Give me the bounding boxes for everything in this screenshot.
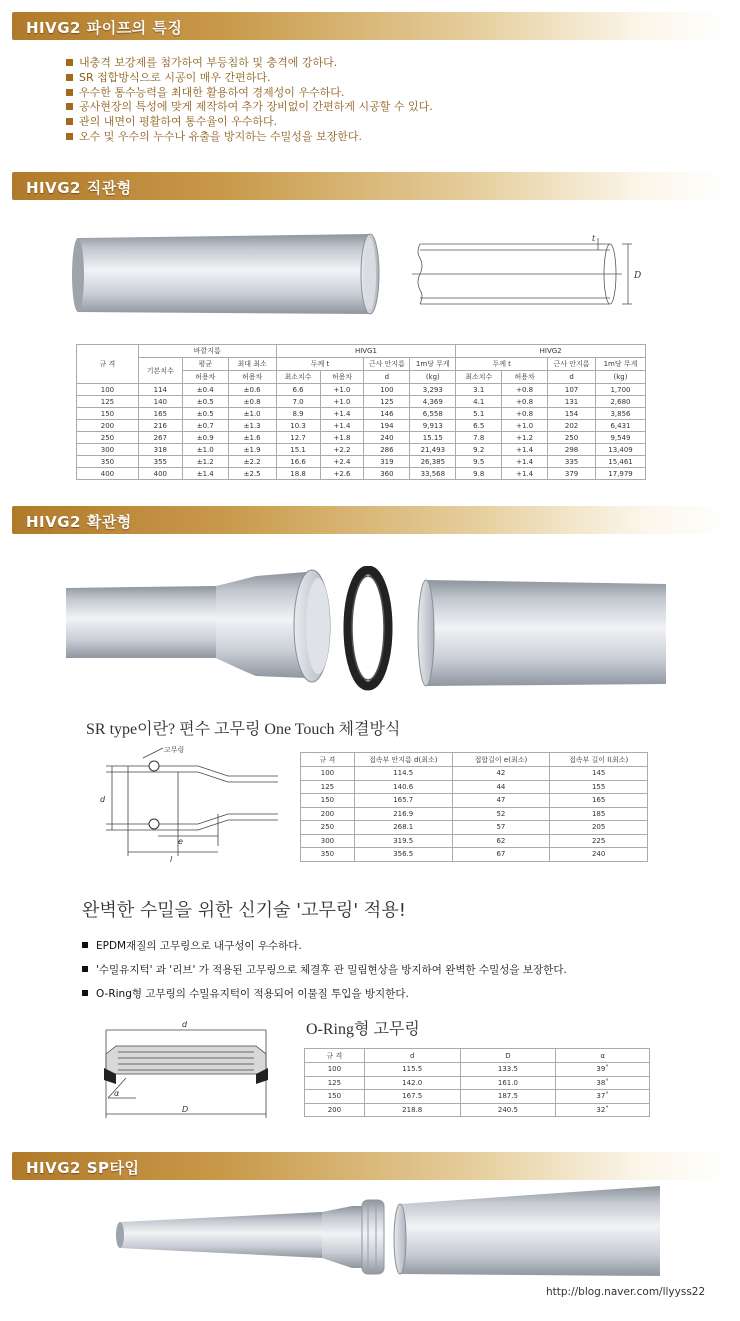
table-cell: 114 <box>138 384 182 396</box>
table-row <box>77 444 646 456</box>
table-row <box>305 1063 650 1077</box>
oring-table-body <box>305 1063 650 1117</box>
feature-item: 우수한 통수능력을 최대한 활용하여 경제성이 우수하다. <box>66 86 433 101</box>
table-row <box>301 848 648 862</box>
table-cell: +0.8 <box>502 408 548 420</box>
table-cell: 6,558 <box>410 408 456 420</box>
table-cell: 200 <box>77 420 139 432</box>
table-cell: 319.5 <box>354 834 452 848</box>
col-hivg2: HIVG2 <box>456 345 646 358</box>
table-cell: 360 <box>364 468 410 480</box>
table-cell: 216 <box>138 420 182 432</box>
rubber-item: EPDM재질의 고무링으로 내구성이 우수하다. <box>82 934 567 958</box>
col-tol1: 허용차 <box>320 371 364 384</box>
table-cell: 3,856 <box>596 408 646 420</box>
table-cell: 355 <box>138 456 182 468</box>
table-cell: 9.5 <box>456 456 502 468</box>
table-cell: 42 <box>452 767 550 781</box>
bell-pipe-image <box>66 566 676 696</box>
table-cell: ±0.4 <box>182 384 228 396</box>
table-cell: 10.3 <box>276 420 320 432</box>
oring-table <box>304 1048 650 1117</box>
sr-l-label: l <box>170 855 173 864</box>
col-tol2: 허용차 <box>502 371 548 384</box>
table-cell: 15.1 <box>276 444 320 456</box>
table-row <box>301 807 648 821</box>
oring-col-d: d <box>364 1049 460 1063</box>
table-cell: 350 <box>77 456 139 468</box>
table-cell: 400 <box>77 468 139 480</box>
table-cell: 16.6 <box>276 456 320 468</box>
table-cell: 167.5 <box>364 1090 460 1104</box>
table-cell: 400 <box>138 468 182 480</box>
table-cell: 32˚ <box>556 1103 650 1117</box>
table-cell: +2.4 <box>320 456 364 468</box>
col-avg: 평균 <box>182 358 228 371</box>
table-cell: 250 <box>548 432 596 444</box>
col-maxmin-tol: 허용차 <box>228 371 276 384</box>
table-cell: 200 <box>301 807 355 821</box>
table-row <box>305 1090 650 1104</box>
sr-col-d: 접속부 안지름 d(최소) <box>354 753 452 767</box>
table-cell: 7.8 <box>456 432 502 444</box>
table-cell: 9,549 <box>596 432 646 444</box>
table-cell: 6,431 <box>596 420 646 432</box>
sr-table-body <box>301 767 648 862</box>
col-hivg1: HIVG1 <box>276 345 456 358</box>
col-min1: 최소치수 <box>276 371 320 384</box>
table-cell: +1.0 <box>320 396 364 408</box>
col-approx1: 근사 안지름 <box>364 358 410 371</box>
table-row <box>301 834 648 848</box>
table-cell: ±0.8 <box>228 396 276 408</box>
straight-banner <box>12 172 728 200</box>
D-label: D <box>634 271 642 281</box>
table-cell: +2.2 <box>320 444 364 456</box>
col-kg1: (kg) <box>410 371 456 384</box>
table-cell: 200 <box>305 1103 365 1117</box>
rubber-title: 완벽한 수밀을 위한 신기술 '고무링' 적용! <box>82 900 406 921</box>
table-row <box>77 468 646 480</box>
col-avg-tol: 허용차 <box>182 371 228 384</box>
feature-item: 공사현장의 특성에 맞게 제작하여 추가 장비없이 간편하게 시공할 수 있다. <box>66 100 433 115</box>
sr-col-l: 접속부 길이 l(최소) <box>550 753 648 767</box>
sp-banner <box>12 1152 728 1180</box>
table-cell: 298 <box>548 444 596 456</box>
table-cell: 185 <box>550 807 648 821</box>
table-cell: 33,568 <box>410 468 456 480</box>
table-cell: ±1.9 <box>228 444 276 456</box>
table-cell: ±0.9 <box>182 432 228 444</box>
col-kg2: (kg) <box>596 371 646 384</box>
rubber-item: O-Ring형 고무링의 수밀유지턱이 적용되어 이물질 투입을 방지한다. <box>82 982 567 1006</box>
oring-col-size: 규 격 <box>305 1049 365 1063</box>
table-cell: 150 <box>77 408 139 420</box>
table-cell: 267 <box>138 432 182 444</box>
feature-item: 관의 내면이 평활하여 통수율이 우수하다. <box>66 115 433 130</box>
bell-banner-title: HIVG2 확관형 <box>26 513 132 531</box>
table-cell: 146 <box>364 408 410 420</box>
table-cell: 300 <box>301 834 355 848</box>
col-thick1: 두께 t <box>276 358 364 371</box>
table-cell: 100 <box>364 384 410 396</box>
table-cell: +1.0 <box>502 420 548 432</box>
table-cell: 216.9 <box>354 807 452 821</box>
table-cell: 115.5 <box>364 1063 460 1077</box>
table-cell: +1.8 <box>320 432 364 444</box>
table-row <box>305 1103 650 1117</box>
oring-col-a: α <box>556 1049 650 1063</box>
table-cell: 7.0 <box>276 396 320 408</box>
table-cell: 165 <box>138 408 182 420</box>
table-cell: 1,700 <box>596 384 646 396</box>
table-cell: 39˚ <box>556 1063 650 1077</box>
table-cell: 114.5 <box>354 767 452 781</box>
oring-D-label: D <box>182 1105 189 1114</box>
col-weight1: 1m당 무게 <box>410 358 456 371</box>
table-cell: ±0.5 <box>182 408 228 420</box>
table-cell: ±1.3 <box>228 420 276 432</box>
table-cell: 21,493 <box>410 444 456 456</box>
table-row <box>77 456 646 468</box>
ring-label: 고무링 <box>164 746 185 754</box>
table-cell: ±1.6 <box>228 432 276 444</box>
table-cell: 205 <box>550 821 648 835</box>
table-cell: 300 <box>77 444 139 456</box>
spec-table <box>76 344 646 480</box>
table-cell: 37˚ <box>556 1090 650 1104</box>
sr-title: SR type이란? 편수 고무링 One Touch 체결방식 <box>86 721 401 738</box>
table-row <box>301 780 648 794</box>
feature-item: 오수 및 우수의 누수나 유출을 방지하는 수밀성을 보장한다. <box>66 130 433 145</box>
bell-banner <box>12 506 728 534</box>
table-cell: 67 <box>452 848 550 862</box>
table-cell: 125 <box>305 1076 365 1090</box>
blog-url: http://blog.naver.com/llyyss22 <box>546 1286 706 1298</box>
table-cell: 202 <box>548 420 596 432</box>
table-cell: +0.8 <box>502 384 548 396</box>
table-cell: 165 <box>550 794 648 808</box>
table-cell: +1.4 <box>320 408 364 420</box>
table-cell: 100 <box>305 1063 365 1077</box>
table-cell: 3.1 <box>456 384 502 396</box>
table-cell: 131 <box>548 396 596 408</box>
table-row <box>305 1076 650 1090</box>
table-cell: +2.6 <box>320 468 364 480</box>
sr-d-label: d <box>100 795 106 804</box>
table-cell: 356.5 <box>354 848 452 862</box>
table-cell: +1.2 <box>502 432 548 444</box>
table-row <box>301 767 648 781</box>
table-cell: 13,409 <box>596 444 646 456</box>
straight-banner-title: HIVG2 직관형 <box>26 179 132 197</box>
table-cell: +1.4 <box>320 420 364 432</box>
table-cell: 15,461 <box>596 456 646 468</box>
table-cell: 107 <box>548 384 596 396</box>
table-cell: ±0.7 <box>182 420 228 432</box>
table-cell: 2,680 <box>596 396 646 408</box>
table-cell: 44 <box>452 780 550 794</box>
table-cell: +1.4 <box>502 468 548 480</box>
table-row <box>301 794 648 808</box>
table-cell: ±1.2 <box>182 456 228 468</box>
table-cell: ±2.5 <box>228 468 276 480</box>
table-cell: 142.0 <box>364 1076 460 1090</box>
sr-col-e: 접합길이 e(최소) <box>452 753 550 767</box>
table-cell: 379 <box>548 468 596 480</box>
table-cell: 9.2 <box>456 444 502 456</box>
col-basic: 기본치수 <box>138 358 182 384</box>
table-row <box>77 408 646 420</box>
sr-table <box>300 752 648 862</box>
table-cell: 6.6 <box>276 384 320 396</box>
table-cell: 9.8 <box>456 468 502 480</box>
table-cell: 100 <box>301 767 355 781</box>
table-cell: 218.8 <box>364 1103 460 1117</box>
table-cell: ±1.0 <box>228 408 276 420</box>
table-cell: 125 <box>364 396 410 408</box>
t-label: t <box>592 234 596 243</box>
oring-drawing <box>96 1018 276 1122</box>
table-cell: 4.1 <box>456 396 502 408</box>
rubber-list <box>82 934 567 1006</box>
table-cell: 155 <box>550 780 648 794</box>
table-row <box>77 432 646 444</box>
table-cell: 52 <box>452 807 550 821</box>
table-cell: 140 <box>138 396 182 408</box>
col-thick2: 두께 t <box>456 358 548 371</box>
table-cell: 350 <box>301 848 355 862</box>
features-banner-title: HIVG2 파이프의 특징 <box>26 19 183 37</box>
table-cell: 100 <box>77 384 139 396</box>
table-cell: +1.4 <box>502 444 548 456</box>
spec-table-body <box>77 384 646 480</box>
table-cell: 240.5 <box>460 1103 556 1117</box>
sr-col-size: 규 격 <box>301 753 355 767</box>
straight-pipe-drawing <box>412 232 652 312</box>
table-cell: 319 <box>364 456 410 468</box>
straight-pipe-image <box>70 228 390 320</box>
table-cell: 6.5 <box>456 420 502 432</box>
col-d2: d <box>548 371 596 384</box>
table-cell: 150 <box>301 794 355 808</box>
table-cell: 240 <box>550 848 648 862</box>
sp-banner-title: HIVG2 SP타입 <box>26 1159 140 1177</box>
table-cell: 15.15 <box>410 432 456 444</box>
table-cell: 318 <box>138 444 182 456</box>
sp-pipe-image <box>112 1182 672 1282</box>
table-cell: ±1.4 <box>182 468 228 480</box>
table-cell: 250 <box>301 821 355 835</box>
table-cell: 125 <box>77 396 139 408</box>
table-cell: +1.0 <box>320 384 364 396</box>
oring-title: O-Ring형 고무링 <box>306 1021 420 1038</box>
table-cell: 268.1 <box>354 821 452 835</box>
oring-a-label: α <box>114 1089 120 1098</box>
table-cell: 47 <box>452 794 550 808</box>
table-cell: 12.7 <box>276 432 320 444</box>
table-cell: 18.8 <box>276 468 320 480</box>
feature-item: SR 접합방식으로 시공이 매우 간편하다. <box>66 71 433 86</box>
table-cell: 125 <box>301 780 355 794</box>
table-cell: 187.5 <box>460 1090 556 1104</box>
table-cell: 133.5 <box>460 1063 556 1077</box>
col-d1: d <box>364 371 410 384</box>
table-cell: 250 <box>77 432 139 444</box>
table-row <box>301 821 648 835</box>
table-cell: 9,913 <box>410 420 456 432</box>
rubber-item: '수밀유지턱' 과 '리브' 가 적용된 고무링으로 체결후 관 밀림현상을 방지하여 완벽한 수밀성을 보장한다. <box>82 958 567 982</box>
table-cell: 8.9 <box>276 408 320 420</box>
oring-col-D: D <box>460 1049 556 1063</box>
table-cell: 194 <box>364 420 410 432</box>
table-cell: 38˚ <box>556 1076 650 1090</box>
table-cell: 161.0 <box>460 1076 556 1090</box>
table-cell: +1.4 <box>502 456 548 468</box>
table-cell: 5.1 <box>456 408 502 420</box>
feature-item: 내충격 보강제를 첨가하여 부등침하 및 충격에 강하다. <box>66 56 433 71</box>
table-cell: 286 <box>364 444 410 456</box>
table-cell: 165.7 <box>354 794 452 808</box>
table-cell: 17,979 <box>596 468 646 480</box>
table-cell: 154 <box>548 408 596 420</box>
table-cell: 140.6 <box>354 780 452 794</box>
sr-e-label: e <box>178 837 183 846</box>
features-list <box>66 56 433 145</box>
sr-joint-drawing <box>98 744 288 866</box>
table-cell: 26,385 <box>410 456 456 468</box>
table-cell: 150 <box>305 1090 365 1104</box>
features-banner <box>12 12 728 40</box>
table-cell: 335 <box>548 456 596 468</box>
col-size: 규 격 <box>77 345 139 384</box>
oring-d-label: d <box>182 1020 188 1029</box>
col-outer: 바깥지름 <box>138 345 276 358</box>
table-cell: 240 <box>364 432 410 444</box>
table-cell: 4,369 <box>410 396 456 408</box>
table-cell: ±0.5 <box>182 396 228 408</box>
col-weight2: 1m당 무게 <box>596 358 646 371</box>
table-cell: 3,293 <box>410 384 456 396</box>
table-row <box>77 396 646 408</box>
table-cell: ±1.0 <box>182 444 228 456</box>
table-cell: ±0.6 <box>228 384 276 396</box>
col-min2: 최소치수 <box>456 371 502 384</box>
table-cell: 145 <box>550 767 648 781</box>
table-cell: 225 <box>550 834 648 848</box>
col-approx2: 근사 안지름 <box>548 358 596 371</box>
table-cell: ±2.2 <box>228 456 276 468</box>
table-cell: +0.8 <box>502 396 548 408</box>
table-row <box>77 420 646 432</box>
table-cell: 62 <box>452 834 550 848</box>
col-maxmin: 최대 최소 <box>228 358 276 371</box>
table-row <box>77 384 646 396</box>
table-cell: 57 <box>452 821 550 835</box>
